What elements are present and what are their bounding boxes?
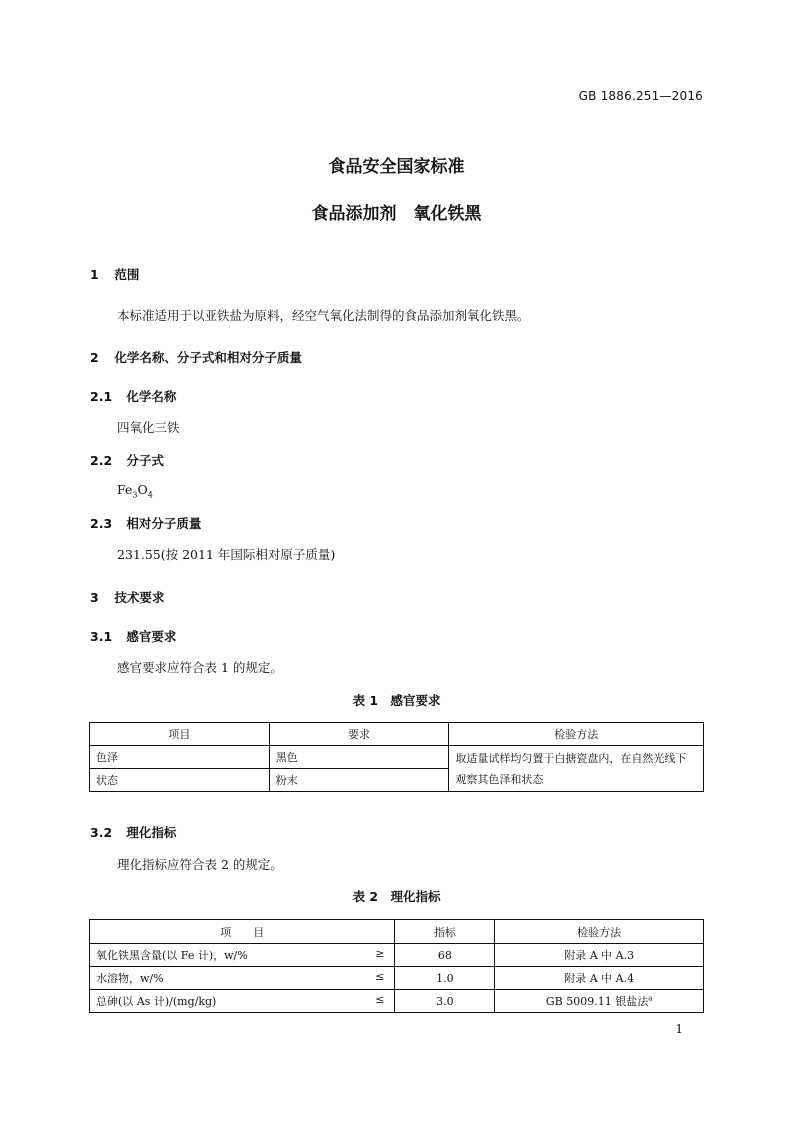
item-name: 氧化铁黑含量(以 Fe 计)，w/%: [96, 949, 248, 962]
column-header: 项 目: [90, 920, 395, 944]
method-cell: 附录 A 中 A.4: [495, 967, 704, 990]
comparison-symbol: ≤: [375, 970, 385, 983]
section-3-2-heading: [90, 823, 176, 841]
method-cell: 附录 A 中 A.3: [495, 944, 704, 967]
table-1-caption: 表 1 感官要求: [352, 693, 441, 708]
item-cell: [90, 967, 395, 990]
sensory-requirements-table: [89, 722, 704, 792]
item-name: 水溶物，w/%: [96, 972, 164, 985]
table-header-row: [90, 920, 704, 944]
section-3-2-text: 理化指标应符合表 2 的规定。: [117, 857, 283, 872]
molecular-formula: [117, 482, 153, 500]
section-2-heading: [90, 348, 302, 366]
section-number: 3.2: [90, 825, 113, 840]
method-cell: 取适量试样均匀置于白搪瓷盘内，在自然光线下观察其色泽和状态: [449, 746, 704, 792]
section-3-1-text: 感官要求应符合表 1 的规定。: [117, 660, 283, 675]
section-title: 分子式: [126, 453, 164, 468]
section-number: 2.1: [90, 389, 113, 404]
physicochemical-indicators-table: [89, 919, 704, 1013]
formula-o: O: [137, 482, 148, 497]
item-cell: 状态: [90, 769, 270, 792]
page-number: 1: [675, 1022, 683, 1036]
section-2-3-heading: [90, 514, 201, 532]
section-2-1-heading: [90, 387, 176, 405]
section-number: 2.2: [90, 453, 113, 468]
footnote-marker: a: [648, 994, 653, 1003]
item-cell: [90, 944, 395, 967]
section-3-heading: [90, 588, 164, 606]
section-3-1-heading: [90, 627, 176, 645]
column-header: 检验方法: [495, 920, 704, 944]
section-title: 理化指标: [126, 825, 177, 840]
document-subtitle: 食品添加剂 氧化铁黑: [311, 204, 482, 224]
item-cell: [90, 990, 395, 1013]
table-row: [90, 746, 704, 769]
section-title: 化学名称: [126, 389, 177, 404]
value-cell: 68: [395, 944, 495, 967]
section-title: 化学名称、分子式和相对分子质量: [114, 350, 302, 365]
standard-code: GB 1886.251—2016: [578, 89, 703, 103]
item-cell: 色泽: [90, 746, 270, 769]
value-cell: 3.0: [395, 990, 495, 1013]
section-number: 2: [90, 350, 99, 365]
requirement-cell: 粉末: [269, 769, 449, 792]
section-number: 3.1: [90, 629, 113, 644]
requirement-cell: 黑色: [269, 746, 449, 769]
column-header: 检验方法: [449, 723, 704, 746]
section-title: 范围: [114, 267, 140, 282]
section-number: 1: [90, 267, 99, 282]
section-title: 技术要求: [114, 590, 165, 605]
table-2-caption: 表 2 理化指标: [352, 889, 441, 904]
formula-fe-subscript: 3: [132, 490, 138, 500]
item-name: 总砷(以 As 计)/(mg/kg): [96, 995, 217, 1008]
comparison-symbol: ≥: [375, 947, 385, 960]
chemical-name: 四氧化三铁: [117, 420, 180, 435]
section-number: 3: [90, 590, 99, 605]
formula-fe: Fe: [117, 482, 133, 497]
section-title: 相对分子质量: [126, 516, 202, 531]
method-cell: [495, 990, 704, 1013]
section-1-text: 本标准适用于以亚铁盐为原料，经空气氧化法制得的食品添加剂氧化铁黑。: [117, 308, 530, 323]
section-number: 2.3: [90, 516, 113, 531]
table-row: [90, 944, 704, 967]
column-header: 项目: [90, 723, 270, 746]
column-header: 要求: [269, 723, 449, 746]
value-cell: 1.0: [395, 967, 495, 990]
column-header: 指标: [395, 920, 495, 944]
section-title: 感官要求: [126, 629, 177, 644]
table-row: [90, 967, 704, 990]
section-2-2-heading: [90, 451, 164, 469]
formula-o-subscript: 4: [147, 490, 153, 500]
comparison-symbol: ≤: [375, 993, 385, 1006]
table-row: [90, 990, 704, 1013]
document-title: 食品安全国家标准: [328, 157, 465, 177]
molecular-mass: 231.55(按 2011 年国际相对原子质量): [117, 547, 336, 562]
method-text: GB 5009.11 银盐法: [545, 995, 649, 1008]
section-1-heading: [90, 265, 139, 283]
table-header-row: [90, 723, 704, 746]
